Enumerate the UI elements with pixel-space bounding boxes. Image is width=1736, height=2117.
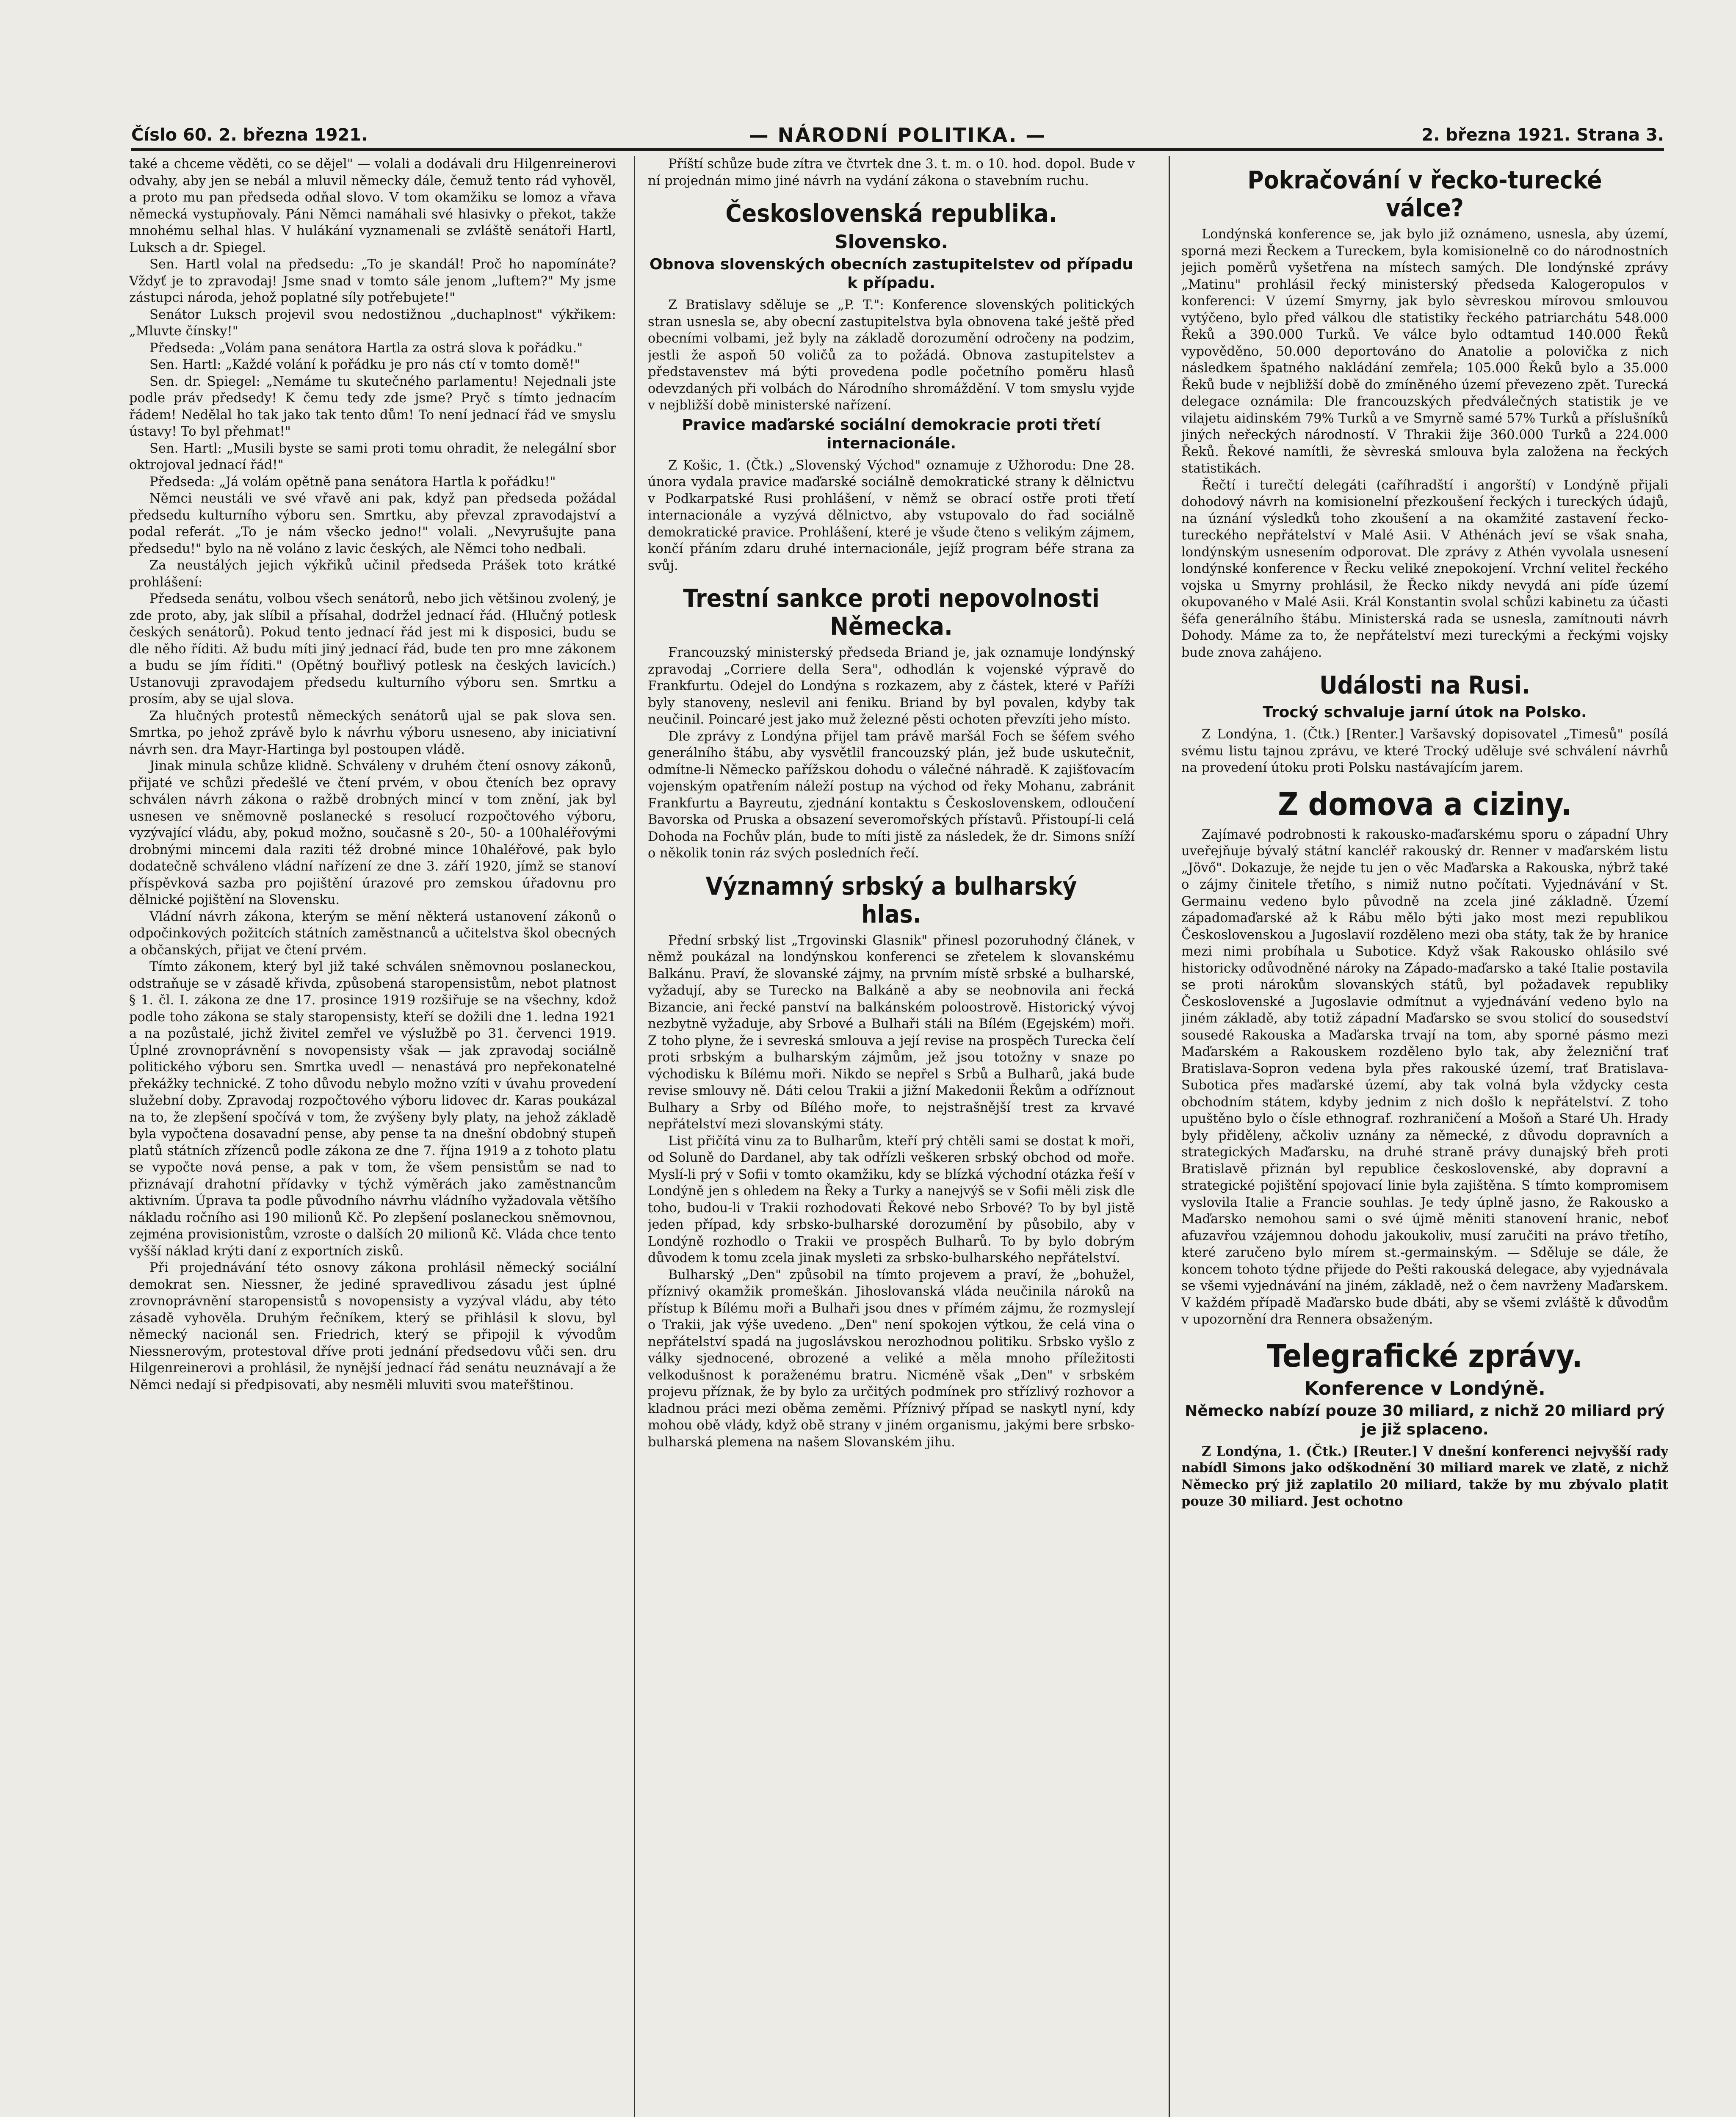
- article-headline: Obnova slovenských obecních zastupitelstev od případu k případu.: [649, 256, 1133, 292]
- date-page-number: 2. března 1921. Strana 3.: [1421, 125, 1664, 145]
- article-headline: Trestní sankce proti nepovolnosti Německa.: [683, 584, 1100, 641]
- article-body: Dle zprávy z Londýna přijel tam právě maršál Foch se šéfem svého generálního štábu, aby vysvětlil francouzský plán, jež bude uskutečnit, odmítne-li Německo pařížskou dohodu o válečné náhradě. K zajišťovacím vojenským opatřením náleží postup na východ od řeky Mohanu, zabránit Frankfurtu a Bayreutu, zjednání kontaktu s Československem, odloučení Bavorska od Pruska a obsazení severomořských přístavů. Přistoupí-li celá Dohoda na Fochův plán, bude to míti jistě za následek, že dr. Simons sníží o několik tonin ráz svých posledních řečí.: [648, 729, 1135, 861]
- paragraph: Senátor Luksch projevil svou nedostižnou „duchaplnost" výkřikem: „Mluvte čínsky!": [129, 307, 616, 339]
- paragraph: také a chceme věděti, co se dějel" — volali a dodávali dru Hilgenreinerovi odvahy, aby jen se nebál a mluvil německy dále, čemuž tento rád vyhověl, a proto mu pan předseda odňal slovo. V tom okamžiku se lomoz a vřava německá vystupňovaly. Páni Němci namáhali své hlasivky o překot, takže mnohému selhal hlas. V hulákání vyznamenali se zvláště senátoři Hartl, Luksch a dr. Spiegel.: [129, 157, 616, 255]
- article-body: List přičítá vinu za to Bulharům, kteří prý chtěli sami se dostat k moři, od Soluně do Dardanel, aby tak odřízli veškeren srbský obchod od moře. Myslí-li prý v Sofii v tomto okamžiku, kdy se blízká východní otázka řeší v Londýně jen s ohledem na Řeky a Turky a nanejvýš se v Sofii měli zisk dle toho, budou-li v Trakii rozhodovati Řekové nebo Srbové? To by byl jistě jeden případ, kdy srbsko-bulharské dorozumění by působilo, aby v Londýně rozhodlo o Trakii ve prospěch Bulharů. To by bylo dobrým důvodem k tomu zcela jinak mysleti za srbsko-bulharského nepřátelství.: [648, 1133, 1135, 1266]
- article-body: Řečtí i turečtí delegáti (caříhradští i angorští) v Londýně přijali dohodový návrh na komisionelní přezkoušení řeckých i tureckých údajů, na úznání výsledků toho zkoušení a na okamžité zastavení řecko-tureckého nepřátelství v Malé Asii. V Athénách jeví se však snaha, londýnským usnesením odporovat. Dle zprávy z Athén vyvolala usnesení londýnské konference v Řecku veliké znepokojení. Vrchní velitel řeckého vojska u Smyrny prohlásil, že Řecko nikdy nevydá ani píďe území okupovaného v Malé Asii. Král Konstantin svolal schůzi kabinetu za účasti šéfa generálního štábu. Ministerská rada se usnesla, zamítnouti návrh Dohody. Máme za to, že nepřátelství mezi tureckými a řeckými vojsky bude znova zahájeno.: [1181, 478, 1668, 660]
- article-headline: Pokračování v řecko-turecké válce?: [1247, 166, 1602, 222]
- article-body: Londýnská konference se, jak bylo již oznámeno, usnesla, aby území, sporná mezi Řeckem a Tureckem, byla komisionelně co do národnostních jejich poměrů vyšetřena na místech samých. Dle londýnské zprávy „Matinu" prohlásil řecký ministerský předseda Kalogeropulos v konferenci: V území Smyrny, jak bylo sèvreskou mírovou smlouvou vytýčeno, bylo před válkou dle statistiky řeckého patriarchátu 548.000 Řeků a 390.000 Turků. Ve válce bylo odtamtud 140.000 Řeků vypověděno, 50.000 deportováno do Anatolie a polovička z nich následkem špatného nakládání zemřela; 105.000 Řeků bylo a 35.000 Řeků bude v nejbližší době do zmíněného území převezeno zpět. Turecká delegace oznámila: Dle francouzských předválečných statistik je ve vilajetu aidinském 79% Turků a ve Smyrně samé 57% Turků a příslušníků jiných neřeckých národností. V Thrakii žije 360.000 Turků a 224.000 Řeků. Řekové namítli, že sèvreská smlouva byla založena na řeckých statistikách.: [1181, 227, 1668, 476]
- section-heading: Události na Rusi.: [1319, 671, 1530, 699]
- section-heading: Z domova a ciziny.: [1278, 786, 1572, 823]
- article-body: Z Londýna, 1. (Čtk.) [Renter.] Varšavský dopisovatel „Timesů" posílá svému listu tajnou zprávu, ve které Trocký uděluje své schválení návrhů na provedení útoku proti Polsku nastávajícím jarem.: [1181, 727, 1668, 775]
- column-middle: [648, 156, 1135, 2117]
- issue-number-date: Číslo 60. 2. března 1921.: [131, 125, 368, 145]
- article-headline: Trocký schvaluje jarní útok na Polsko.: [1263, 704, 1587, 721]
- column-divider: [1169, 156, 1170, 2117]
- newspaper-title: — NÁRODNÍ POLITIKA. —: [749, 124, 1047, 146]
- column-left: [129, 156, 616, 2117]
- article-body: Francouzský ministerský předseda Briand je, jak oznamuje londýnský zpravodaj „Corriere della Sera", odhodlán k vojenské výpravě do Frankfurtu. Odejel do Londýna s rozkazem, aby z částek, které v Paříži byly stanoveny, neslevil ani feniku. Briand by byl povalen, kdyby tak neučinil. Poincaré jest jako muž železné pěsti ochoten převzíti jeho místo.: [648, 645, 1135, 727]
- page-header: [131, 114, 1664, 151]
- column-divider: [634, 156, 635, 2117]
- article-body: Přední srbský list „Trgovinski Glasnik" přinesl pozoruhodný článek, v němž poukázal na londýnskou konferenci se zřetelem k slovanskému Balkánu. Praví, že slovanské zájmy, na prvním místě srbské a bulharské, vyžadují, aby se Turecko na Balkáně a aby se neobnovila ani řecká Bizancie, ani řecké panství na balkánském poloostrově. Historický vývoj nezbytně vyžaduje, aby Srbové a Bulhaři stáli na Bílém (Egejském) moři. Z toho plyne, že i sevreská smlouva a její revise na prospěch Turecka čelí proti srbským a bulharským zájmům, jež jsou totožny v snaze po východisku k Bílému moři. Nikdo se nepřel s Srbů a Bulharů, jaká bude revise smlouvy ně. Dáti celou Trakii a jižní Makedonii Řekům a odříznout Bulhary a Srby od Bílého moře, to nejstrašnější trest za krvavé nepřátelství mezi slovanskými státy.: [648, 933, 1135, 1132]
- subsection-heading: Konference v Londýně.: [1304, 1377, 1545, 1399]
- paragraph: Sen. dr. Spiegel: „Nemáme tu skutečného parlamentu! Nejednali jste podle práv předsedy! K čemu tedy zde jsme? Pryč s tímto jednacím řádem! Nedělal ho tak jako tak tento dům! To není jednací řád ve smyslu ústavy! To byl přehmat!": [129, 374, 616, 439]
- paragraph: Tímto zákonem, který byl již také schválen sněmovnou poslaneckou, odstraňuje se v zásadě křivda, způsobená staropensistům, nebot platnost § 1. čl. I. zákona ze dne 17. prosince 1919 rozšiřuje se na všechny, kdož podle toho zákona se staly staropensisty, kteří se dožili dne 1. ledna 1921 a na pozůstalé, jichž živitel zemřel ve výslužbě po 31. červenci 1919. Úplné zrovnoprávnění s novopensisty však — jak zpravodaj sociálně politického výboru sen. Smrtka uvedl — nenastává pro nepřekonatelné překážky technické. Z toho důvodu nebylo možno vzíti v úvahu provedení služební doby. Zpravodaj rozpočtového výboru lidovec dr. Karas poukázal na to, že zlepšení spočívá v tom, že zvýšeny byly platy, na jehož základě byla vypočtena dosavadní pense, aby pense ta na dnešní obdobný stupeň platů státních zřízenců podle zákona ze dne 7. října 1919 a z tohoto platu se vypočte nová pense, a pak v tom, že všem pensistům se nad to přiznávají drahotní přídavky v týchž výměrách jako zaměstnancům aktivním. Úprava ta podle původního návrhu vládního vyžadovala většího nákladu ročního asi 190 milionů Kč. Po zlepšení poslaneckou sněmovnou, zejména provisionistům, vzroste o dalších 20 milionů Kč. Vláda chce tento vyšší náklad krýti daní z exportních zisků.: [129, 959, 616, 1259]
- article-headline: Pravice maďarské sociální demokracie proti třetí internacionále.: [682, 416, 1101, 452]
- article-body: Z Londýna, 1. (Čtk.) [Reuter.] V dnešní konferenci nejvyšší rady nabídl Simons jako odškodnění 30 miliard marek ve zlatě, z nichž Německo prý již zaplatilo 20 miliard, takže by mu zbývalo platit pouze 30 miliard. Jest ochotno: [1181, 1443, 1668, 1509]
- paragraph: Předseda: „Volám pana senátora Hartla za ostrá slova k pořádku.": [149, 340, 583, 356]
- paragraph: Sen. Hartl volal na předsedu: „To je skandál! Proč ho napomínáte? Vždyť je to zpravodaj! Jsme snad v tomto sále jenom „luftem?" My jsme zástupci národa, jehož poplatné síly potřebujete!": [129, 257, 616, 305]
- paragraph: Sen. Hartl: „Musili byste se sami proti tomu ohradit, že nelegální sbor oktrojoval jednací řád!": [129, 441, 616, 473]
- article-body: Zajímavé podrobnosti k rakousko-maďarskému sporu o západní Uhry uveřejňuje bývalý státní kancléř rakouský dr. Renner v maďarském listu „Jövő". Dokazuje, že nejde tu jen o věc Maďarska a Rakouska, nýbrž také o zájmy činitele třetího, s nimiž nutno počítati. Vyjednávání v St. Germainu vedeno bylo původně na zcela jiné základně. Území západomaďarské až k Rábu mělo býti jako most mezi republikou Československou a Jugoslavií rozděleno mezi oba státy, tak že by hranice mezi nimi probíhala u Subotice. Když však Rakousko ohlásilo své historicky odůvodněné nároky na Západo-maďarsko a také Italie postavila se proti nárokům slovanských států, byl požadavek republiky Československé a Jugoslavie odmítnut a vyjednávání vedeno bylo na jiném základě, aby totiž západní Maďarsko se svou stolicí do sousedství sousedé Rakouska a Maďarska trvají na tom, aby sporné pásmo mezi Maďarském a Rakouskem rozděleno bylo tak, aby železniční trať Bratislava-Sopron vedena byla přes rakouské území, trať Bratislava-Subotica přes maďarské území, aby tak volná byla vždycky cesta obchodním státem, kdyby jednim z nich došlo k nepřátelství. Z toho upuštěno bylo o čísle ethnograf. rozhraničení a Mošoň a Staré Uh. Hrady byly přiděleny, ačkoliv uznány za německé, z důvodu dopravních a strategických Maďarsku, na druhé straně právy dunajský břeh proti Bratislavě přiznán byl republice československé, aby dopravní a strategické pojištění spojovací linie byla zajištěna. S tímto kompromisem vyslovila Italie a Francie souhlas. Je tedy úplně jasno, že Rakousko a Maďarsko nemohou sami o své újmě měniti stanovení hranic, neboť afuzavřou vzájemnou dohodu jakoukoliv, musí zaručiti na právo třetího, které zaručeno bylo mírem st.-germainským. — Sděluje se dále, že koncem tohoto týdne přijede do Pešti rakouská delegace, aby vyjednávala se všemi vyjednávání na jiném, základě, než o čem navrženy Maďarskem. V každém případě Maďarsko bude dbáti, aby se všemi zvláště k důvodům v upozornění dra Rennera obsaženým.: [1181, 827, 1668, 1327]
- article-body: Z Bratislavy sděluje se „P. T.": Konference slovenských politických stran usnesla se, aby obecní zastupitelstva byla obnovena také ještě před obecními volbami, jež byly na základě dorozumění odročeny na podzim, jestli že aspoň 50 voličů za to požádá. Obnova zastupitelstev a představenstev má býti provedena podle početního poměru hlasů odevzdaných při volbách do Národního shromáždění. V tom smyslu vyjde v nejbližší době ministerské nařízení.: [648, 298, 1135, 413]
- paragraph: Předseda: „Já volám opětně pana senátora Hartla k pořádku!": [149, 474, 556, 489]
- paragraph: Jinak minula schůze klidně. Schváleny v druhém čtení osnovy zákonů, přijaté ve schůzi předešlé ve čtení prvém, v obou čteních bez opravy schválen návrh zákona o ražbě drobných mincí v tom znění, jak byl usnesen ve sněmovně poslanecké s resolucí rozpočtového výboru, vyzývající vládu, aby, pokud možno, současně s 20-, 50- a 100haléřovými drobnými mincemi dala raziti též drobné mince 10haléřové, pak bylo dodatečně schváleno vládní nařízení ze dne 3. září 1920, jímž se stanoví příspěvková sazba pro pojištění úrazové pro zemskou úřadovnu pro dělnické pojištění na Slovensku.: [129, 759, 616, 907]
- section-heading: Telegrafické zprávy.: [1267, 1338, 1583, 1374]
- subsection-heading: Slovensko.: [834, 231, 948, 253]
- paragraph: Předseda senátu, volbou všech senátorů, nebo jich většinou zvolený, je zde proto, aby, jak slíbil a přísahal, dodržel jednací řád. (Hlučný potlesk českých senátorů). Pokud tento jednací řád jest mi k disposici, budu se dle něho říditi. Až budu míti jiný jednací řád, bude ten pro mne zákonem a budu se jím říditi." (Opětný bouřlivý potlesk na českých lavicích.) Ustanovuji zpravodajem předsedu kulturního výboru sen. Smrtku a prosím, aby se ujal slova.: [129, 591, 616, 707]
- paragraph: Vládní návrh zákona, kterým se mění některá ustanovení zákonů o odpočinkových požitcích státních zaměstnanců a učitelstva škol obecných a občanských, přijat ve čtení prvém.: [129, 909, 616, 958]
- article-headline: Významný srbský a bulharský hlas.: [705, 871, 1077, 929]
- section-heading: Československá republika.: [725, 199, 1057, 228]
- paragraph: Za neustálých jejich výkřiků učinil předseda Prášek toto krátké prohlášení:: [129, 558, 616, 590]
- paragraph: Příští schůze bude zítra ve čtvrtek dne 3. t. m. o 10. hod. dopol. Bude v ní projednán mimo jiné návrh na vydání zákona o stavebním ruchu.: [648, 157, 1135, 188]
- column-right: [1181, 156, 1668, 2117]
- paragraph: Němci neustáli ve své vřavě ani pak, když pan předseda požádal předsedu kulturního výboru sen. Smrtku, aby převzal zpravodajství a podal referát. „To je nám všecko jedno!" volali. „Nevyrušujte pana předsedu!" bylo na ně voláno z lavic českých, ale Němci toho nedbali.: [129, 491, 616, 556]
- article-headline: Německo nabízí pouze 30 miliard, z nichž 20 miliard prý je již splaceno.: [1185, 1402, 1665, 1438]
- article-body: Bulharský „Den" způsobil na tímto projevem a praví, že „bohužel, příznivý okamžik promeškán. Jihoslovanská vláda neučinila nároků na přístup k Bílému moři a Bulhaři jsou dnes v přímém zájmu, že rozmyslejí o Trakii, jak výše uvedeno. „Den" není spokojen výtkou, že celá vina o nepřátelství spadá na jugoslávskou nerozhodnou politiku. Srbsko vyšlo z války sjednocené, obrozené a veliké a měla mnoho příležitosti velkodušnost k poraženému bratru. Nicméně však „Den" v srbském projevu příznak, že by bylo za určitých podmínek pro střízlivý rozhovor a kladnou práci mezi oběma zeměmi. Příznivý případ se naskytl nyní, kdy mohou obě vlády, když obě strany v jiném organismu, jakými bere srbsko-bulharská plemena na našem Slovanském jihu.: [648, 1267, 1135, 1450]
- paragraph: Při projednávání této osnovy zákona prohlásil německý sociální demokrat sen. Niessner, že jediné spravedlivou zásadu jest úplné zrovnoprávnění staropensistů s novopensisty a vyzýval vládu, aby této zásadě vyhověla. Druhým řečníkem, který se přihlásil k slovu, byl německý nacionál sen. Friedrich, který se připojil k vývodům Niessnerovým, protestoval dříve proti jednání předsedovu vůči sen. dru Hilgenreinerovi a prohlásil, že nynější jednací řád senátu neuznávají a že Němci nedají si předpisovati, aby nesměli mluviti svou mateřštinou.: [129, 1260, 616, 1393]
- paragraph: Sen. Hartl: „Každé volání k pořádku je pro nás ctí v tomto domě!": [149, 357, 581, 372]
- paragraph: Za hlučných protestů německých senátorů ujal se pak slova sen. Smrtka, po jehož zprávě bylo k návrhu výboru usneseno, aby iniciativní návrh sen. dra Mayr-Hartinga byl postoupen vládě.: [129, 708, 616, 757]
- article-body: Z Košic, 1. (Čtk.) „Slovenský Východ" oznamuje z Užhorodu: Dne 28. února vydala pravice maďarské sociálně demokratické strany k dělnictvu v Podkarpatské Rusi prohlášení, v němž se obrací ostře proti třetí internacionále a vyzývá dělnictvo, aby vstupovalo do řad sociálně demokratické pravice. Prohlášení, které je všude čteno s velikým zájmem, končí přáním zdaru druhé internacionále, jejíž program béře strana za svůj.: [648, 458, 1135, 573]
